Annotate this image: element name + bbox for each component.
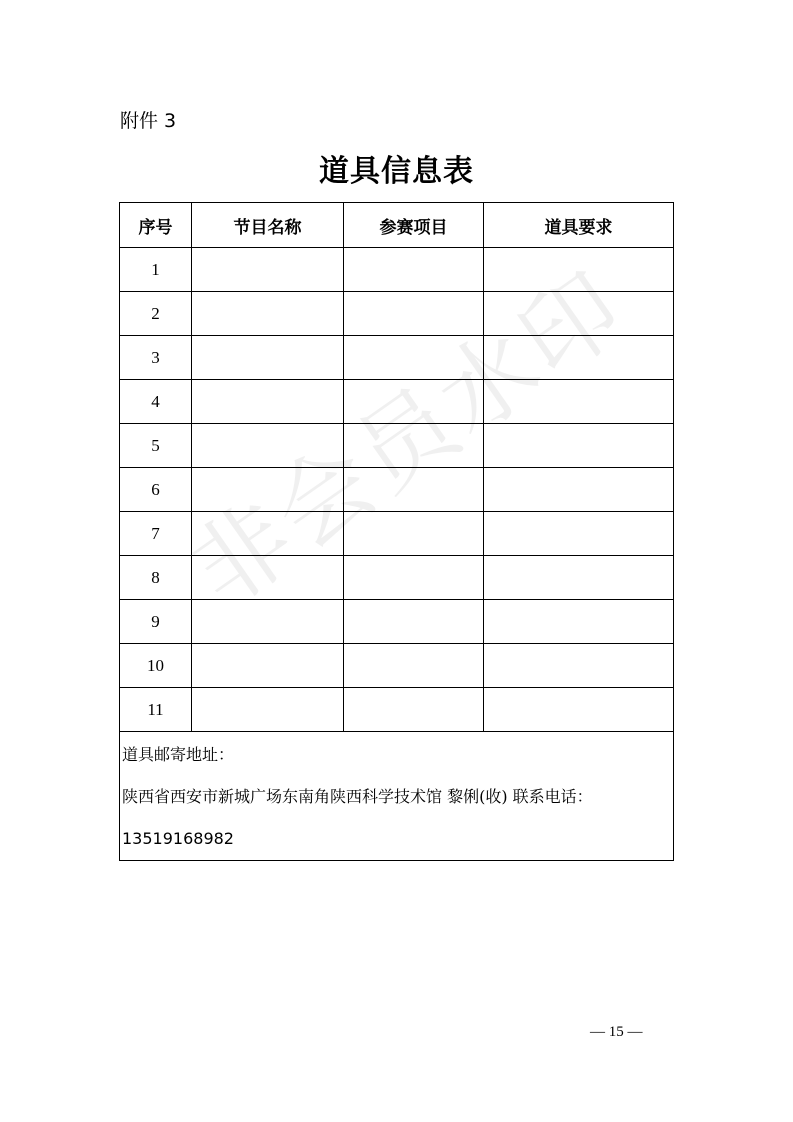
program-name-cell[interactable] [192, 292, 344, 336]
row-number: 6 [120, 468, 192, 512]
table-row [120, 424, 674, 468]
row-number: 7 [120, 512, 192, 556]
event-category-cell[interactable] [344, 644, 484, 688]
header-props-requirements: 道具要求 [484, 203, 674, 248]
event-category-cell[interactable] [344, 556, 484, 600]
props-requirements-cell[interactable] [484, 336, 674, 380]
event-category-cell[interactable] [344, 380, 484, 424]
event-category-cell[interactable] [344, 512, 484, 556]
row-number: 1 [120, 248, 192, 292]
table-header-row [120, 203, 674, 248]
props-requirements-cell[interactable] [484, 600, 674, 644]
props-requirements-cell[interactable] [484, 556, 674, 600]
mailing-info-cell [120, 732, 674, 861]
address-label: 道具邮寄地址： [122, 745, 235, 764]
table-row [120, 512, 674, 556]
program-name-cell[interactable] [192, 600, 344, 644]
props-info-table [119, 202, 674, 861]
table-row [120, 468, 674, 512]
row-number: 4 [120, 380, 192, 424]
watermark: 非会员水印 [171, 249, 646, 629]
event-category-cell[interactable] [344, 248, 484, 292]
table-row [120, 336, 674, 380]
props-requirements-cell[interactable] [484, 380, 674, 424]
event-category-cell[interactable] [344, 292, 484, 336]
header-program-name: 节目名称 [192, 203, 344, 248]
program-name-cell[interactable] [192, 556, 344, 600]
program-name-cell[interactable] [192, 512, 344, 556]
table-row [120, 600, 674, 644]
table-row [120, 644, 674, 688]
event-category-cell[interactable] [344, 336, 484, 380]
program-name-cell[interactable] [192, 688, 344, 732]
row-number: 10 [120, 644, 192, 688]
document-title: 道具信息表 [319, 154, 474, 189]
program-name-cell[interactable] [192, 248, 344, 292]
table-row [120, 688, 674, 732]
props-requirements-cell[interactable] [484, 688, 674, 732]
row-number: 2 [120, 292, 192, 336]
row-number: 3 [120, 336, 192, 380]
row-number: 11 [120, 688, 192, 732]
attachment-label: 附件 3 [120, 110, 177, 132]
table-footer-row [120, 732, 674, 861]
program-name-cell[interactable] [192, 644, 344, 688]
table-row [120, 556, 674, 600]
row-number: 8 [120, 556, 192, 600]
page-number: — 15 — [590, 1024, 643, 1040]
header-serial-number: 序号 [120, 203, 192, 248]
props-requirements-cell[interactable] [484, 292, 674, 336]
props-requirements-cell[interactable] [484, 424, 674, 468]
header-event-category: 参赛项目 [344, 203, 484, 248]
table-row [120, 248, 674, 292]
event-category-cell[interactable] [344, 600, 484, 644]
program-name-cell[interactable] [192, 468, 344, 512]
row-number: 5 [120, 424, 192, 468]
program-name-cell[interactable] [192, 380, 344, 424]
props-requirements-cell[interactable] [484, 644, 674, 688]
row-number: 9 [120, 600, 192, 644]
program-name-cell[interactable] [192, 424, 344, 468]
address-line: 陕西省西安市新城广场东南角陕西科学技术馆 黎俐(收) 联系电话： [122, 787, 593, 806]
event-category-cell[interactable] [344, 424, 484, 468]
event-category-cell[interactable] [344, 468, 484, 512]
table-row [120, 380, 674, 424]
table-row [120, 292, 674, 336]
event-category-cell[interactable] [344, 688, 484, 732]
props-requirements-cell[interactable] [484, 468, 674, 512]
contact-phone: 13519168982 [122, 829, 234, 848]
props-requirements-cell[interactable] [484, 512, 674, 556]
props-requirements-cell[interactable] [484, 248, 674, 292]
program-name-cell[interactable] [192, 336, 344, 380]
